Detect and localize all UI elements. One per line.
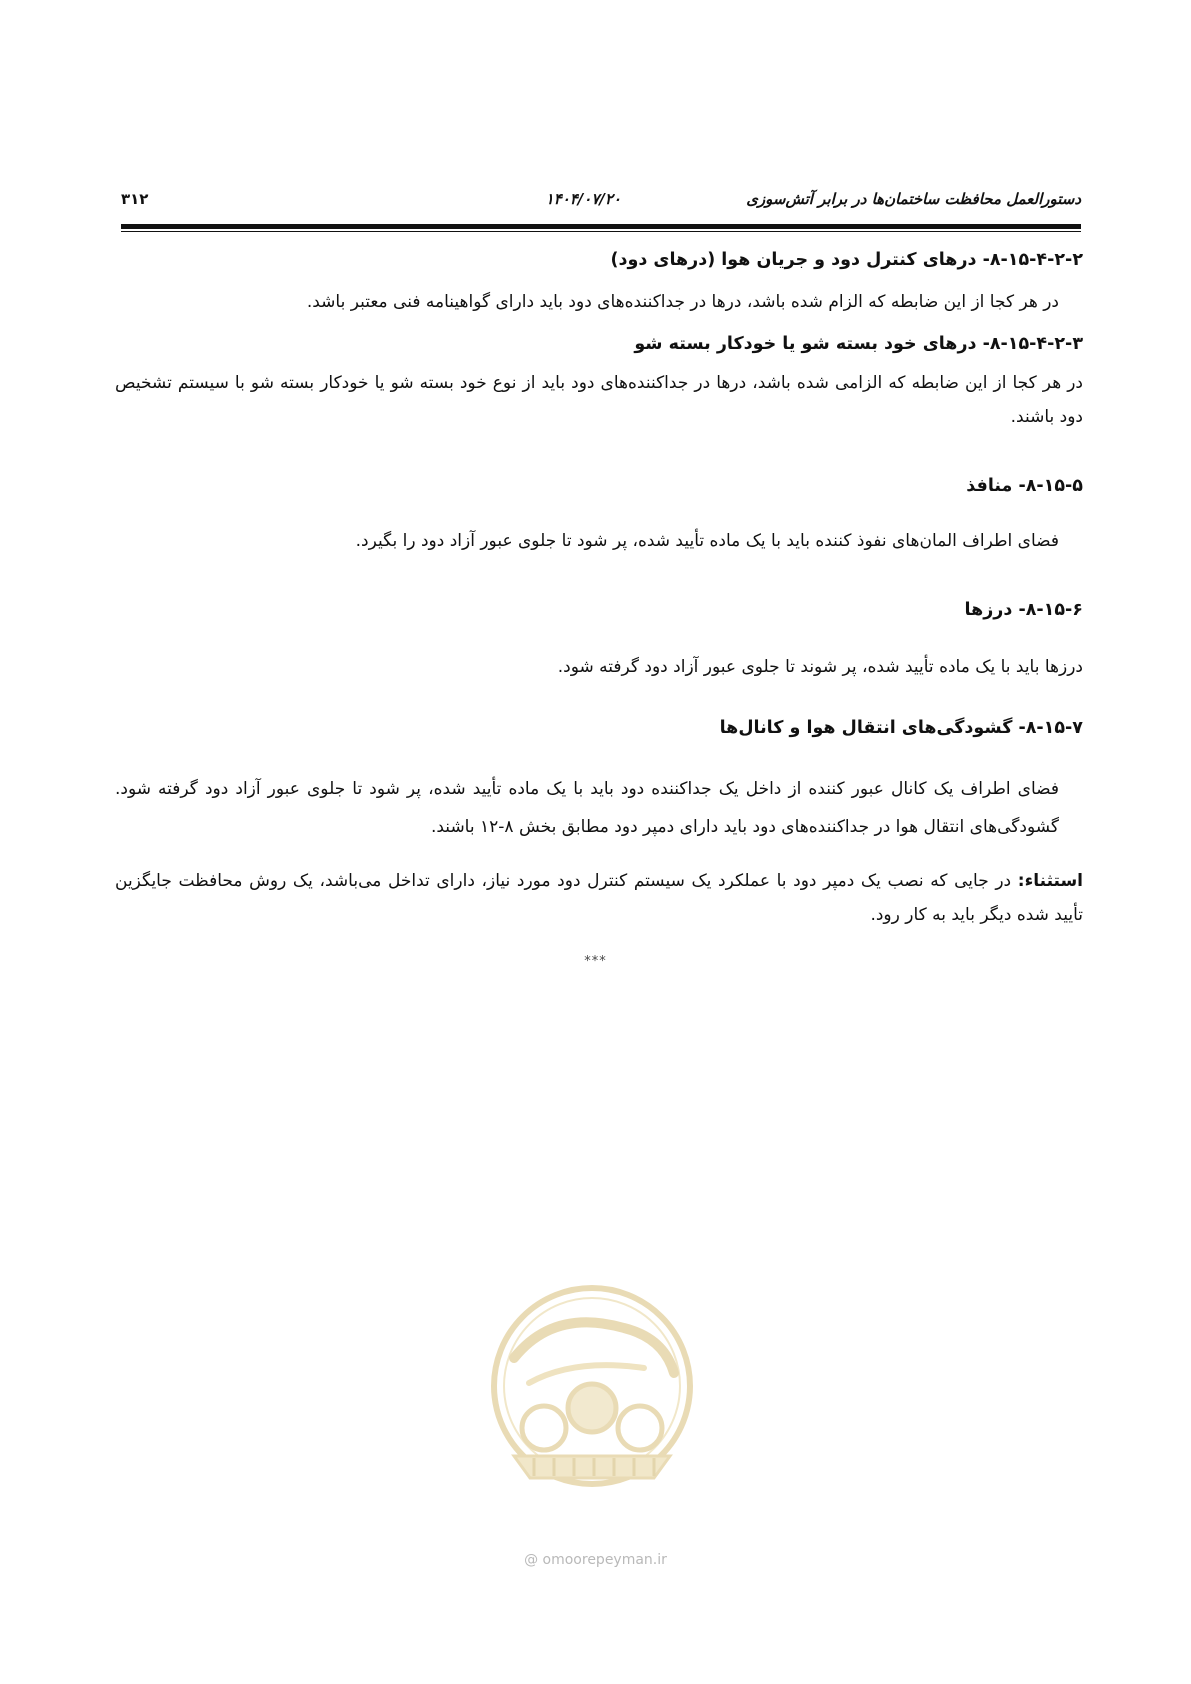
section-paragraph: در هر کجا از این ضابطه که الزامی شده باشد، درها در جداکننده‌های دود باید از نوع خود بسته شو یا خودکار بسته شو با سیستم تشخیص دود باشند.	[115, 373, 1083, 427]
section-paragraph: در هر کجا از این ضابطه که الزام شده باشد، درها در جداکننده‌های دود باید دارای گواهینامه فنی معتبر باشد.	[306, 292, 1059, 312]
section-heading: ۸-۱۵-۴-۲-۳- درهای خود بسته شو یا خودکار بسته شو	[634, 334, 1083, 354]
exception-text: در جایی که نصب یک دمپر دود با عملکرد یک سیستم کنترل دود مورد نیاز، دارای تداخل می‌باشد، یک روش محافظت جایگزین تأیید شده دیگر باید به کار رود.	[115, 871, 1083, 925]
section-heading: ۸-۱۵-۷- گشودگی‌های انتقال هوا و کانال‌ها	[719, 718, 1083, 738]
header-rule-thin	[121, 231, 1081, 232]
section-heading: ۸-۱۵-۴-۲-۲- درهای کنترل دود و جریان هوا (درهای دود)	[610, 250, 1083, 270]
section-paragraph: درزها باید با یک ماده تأیید شده، پر شوند تا جلوی عبور آزاد دود گرفته شود.	[557, 657, 1083, 677]
header-rule-thick	[121, 224, 1081, 229]
section-paragraph: فضای اطراف المان‌های نفوذ کننده باید با یک ماده تأیید شده، پر شود تا جلوی عبور آزاد دود را بگیرد.	[355, 531, 1059, 551]
section-paragraph: فضای اطراف یک کانال عبور کننده از داخل یک جداکننده دود باید با یک ماده تأیید شده، پر شود تا جلوی عبور آزاد دود گرفته شود. گشودگی‌های انتقال هوا در جداکننده‌های دود باید دارای دمپر دود مطابق بخش ۸-۱۲ باشند.	[115, 779, 1059, 837]
watermark-seal-icon	[484, 1278, 700, 1538]
watermark-logo	[484, 1278, 700, 1538]
page-header	[121, 190, 1081, 216]
watermark-url: @ omoorepeyman.ir	[524, 1552, 667, 1568]
section-heading: ۸-۱۵-۶- درزها	[964, 600, 1083, 620]
header-date: ۱۴۰۴/۰۷/۲۰	[545, 190, 621, 208]
end-mark: ***	[584, 954, 607, 969]
section-heading: ۸-۱۵-۵- منافذ	[966, 476, 1083, 496]
page-number: ۳۱۲	[121, 190, 149, 208]
exception-label: استثناء:	[1017, 871, 1084, 891]
exception-paragraph	[115, 864, 1083, 932]
watermark-url-text: omoorepeyman.ir	[542, 1552, 667, 1568]
header-title: دستورالعمل محافظت ساختمان‌ها در برابر آتش‌سوزی	[746, 190, 1081, 208]
